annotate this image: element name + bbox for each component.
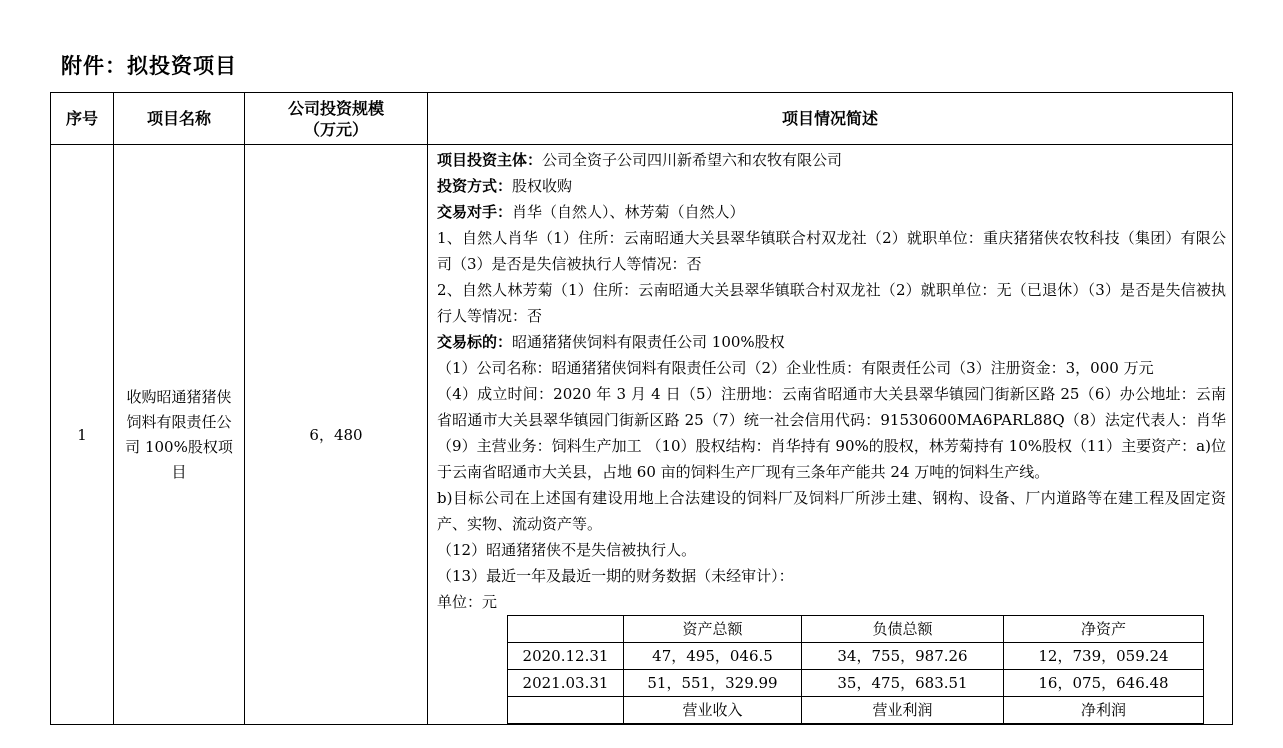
method-label: 投资方式： [437,177,513,195]
header-scale-line2: （万元） [303,119,368,139]
finance-header-cell [508,697,624,724]
method-value: 股权收购 [512,177,573,195]
counterparty-value: 肖华（自然人）、林芳菊（自然人） [512,203,745,221]
page-title: 附件：拟投资项目 [61,54,237,78]
finance-header-cell: 负债总额 [802,616,1004,643]
table-header-row [51,93,1233,145]
investment-table [50,92,1233,725]
target-info-1: （1）公司名称：昭通猪猪侠饲料有限责任公司（2）企业性质：有限责任公司（3）注册资金：3，000 万元 [437,359,1154,377]
subject-label: 项目投资主体： [437,151,543,169]
finance-cell: 2021.03.31 [508,670,624,697]
finance-cell: 34，755，987.26 [802,643,1004,670]
row-seq: 1 [51,145,114,725]
finance-header-row [508,616,1204,643]
counterparty-line [437,199,1226,225]
target-info-5: （13）最近一年及最近一期的财务数据（未经审计）： [437,567,794,585]
finance-header-cell: 资产总额 [624,616,802,643]
finance-cell: 51，551，329.99 [624,670,802,697]
subject-value: 公司全资子公司四川新希望六和农牧有限公司 [542,151,843,169]
finance-header-cell: 营业利润 [802,697,1004,724]
person1-text: 1、自然人肖华（1）住所：云南昭通大关县翠华镇联合村双龙社（2）就职单位：重庆猪猪侠农牧科技（集团）有限公司（3）是否是失信被执行人等情况：否 [437,229,1226,273]
header-scale-line1: 公司投资规模 [287,98,384,118]
finance-table [507,615,1204,724]
method-line [437,173,1226,199]
person2-text: 2、自然人林芳菊（1）住所：云南昭通大关县翠华镇联合村双龙社（2）就职单位：无（已退休）（3）是否是失信被执行人等情况：否 [437,281,1226,325]
finance-header-cell [508,616,624,643]
target-info-2: （4）成立时间：2020 年 3 月 4 日（5）注册地：云南省昭通市大关县翠华镇园门街新区路 25（6）办公地址：云南省昭通市大关县翠华镇园门街新区路 25（7）统一社会信用代码：91530600MA6PARL88Q（8）法定代表人：肖华（9）主营业务：饲料生产加工 （10）股权结构：肖华持有 90%的股权，林芳菊持有 10%股权（11）主要资产：a)位于云南省昭通市大关县，占地 60 亩的饲料生产厂现有三条年产能共 24 万吨的饲料生产线。 [437,385,1226,481]
finance-header-cell: 净利润 [1004,697,1204,724]
finance-row [508,643,1204,670]
unit-label: 单位：元 [437,593,498,611]
finance-header-row [508,697,1204,724]
target-line [437,329,1226,355]
finance-cell: 35，475，683.51 [802,670,1004,697]
row-project-name: 收购昭通猪猪侠饲料有限责任公司 100%股权项目 [114,145,245,725]
header-description: 项目情况简述 [428,93,1233,145]
finance-cell: 2020.12.31 [508,643,624,670]
finance-header-cell: 营业收入 [624,697,802,724]
finance-row [508,670,1204,697]
counterparty-label: 交易对手： [437,203,513,221]
header-scale [245,93,428,145]
target-value: 昭通猪猪侠饲料有限责任公司 100%股权 [512,333,785,351]
finance-cell: 16，075，646.48 [1004,670,1204,697]
target-label: 交易标的： [437,333,513,351]
header-project-name: 项目名称 [114,93,245,145]
finance-cell: 12，739，059.24 [1004,643,1204,670]
target-info-4: （12）昭通猪猪侠不是失信被执行人。 [437,541,697,559]
finance-header-cell: 净资产 [1004,616,1204,643]
table-row [51,145,1233,725]
row-description [428,145,1233,725]
finance-cell: 47，495，046.5 [624,643,802,670]
target-info-3: b)目标公司在上述国有建设用地上合法建设的饲料厂及饲料厂所涉土建、钢构、设备、厂内道路等在建工程及固定资产、实物、流动资产等。 [437,489,1226,533]
row-scale: 6，480 [245,145,428,725]
subject-line [437,147,1226,173]
header-seq: 序号 [51,93,114,145]
